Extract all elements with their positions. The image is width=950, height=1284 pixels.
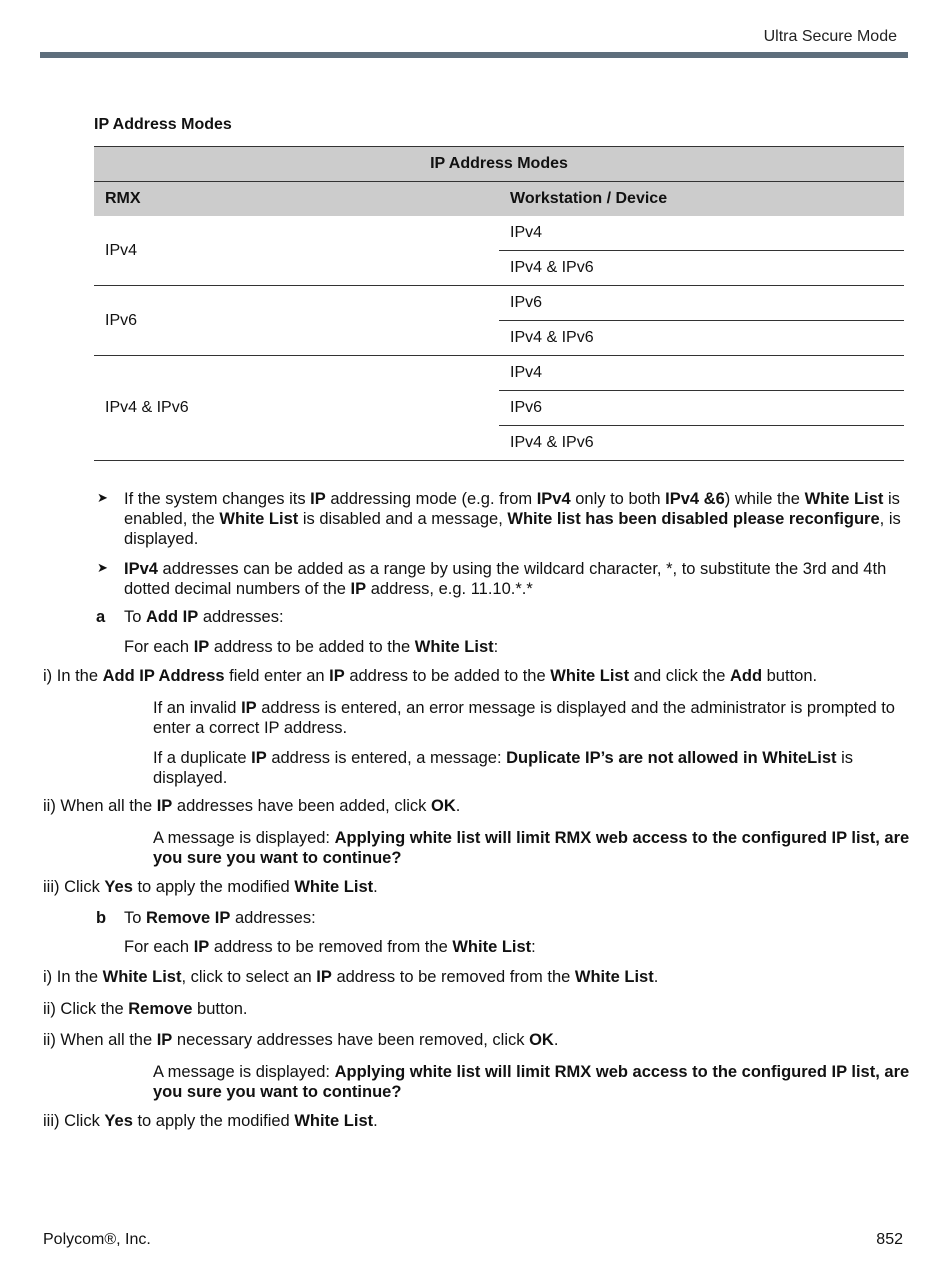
bold-text: OK [430, 797, 456, 815]
table-title: IP Address Modes [94, 147, 904, 182]
bold-text: IP [193, 638, 210, 656]
bold-text: Add [729, 667, 763, 685]
text-run: . [373, 878, 378, 896]
rmx-cell: IPv4 & IPv6 [94, 356, 499, 461]
text-run: A message is displayed: [153, 1063, 335, 1081]
table-row [94, 356, 904, 391]
footer-company: Polycom®, Inc. [43, 1231, 151, 1248]
text-run: and click the [629, 667, 730, 685]
text-run: ) while the [724, 490, 805, 508]
device-cell: IPv6 [499, 391, 904, 426]
bold-text: IP [156, 1031, 173, 1049]
sub-step [43, 1000, 248, 1019]
step-note [153, 828, 913, 868]
bold-text: Remove [128, 1000, 193, 1018]
text-run: . [553, 1031, 559, 1049]
step-note [153, 1062, 913, 1102]
text-run: to apply the modified [132, 878, 295, 896]
text-run: If an invalid [153, 699, 242, 717]
arrow-bullet-icon: ➤ [97, 490, 108, 505]
header-divider [40, 52, 908, 58]
note-bullet [124, 489, 909, 549]
bold-text: Applying white list will limit RMX web access to the configured IP list, are you sure you want to continue? [153, 829, 910, 867]
text-run: For each [124, 938, 194, 956]
bold-text: Remove IP [146, 909, 231, 927]
device-cell: IPv6 [499, 286, 904, 321]
bold-text: White List [102, 968, 182, 986]
bold-text: White List [550, 667, 630, 685]
text-run: , click to select an [181, 968, 317, 986]
bold-text: IP [329, 667, 345, 685]
running-header: Ultra Secure Mode [763, 28, 897, 45]
text-run: address to be removed from the [209, 938, 453, 956]
table-caption: IP Address Modes [94, 116, 232, 133]
text-run: iii) Click [43, 878, 105, 896]
bold-text: White List [574, 968, 654, 986]
text-run: address is entered, an error message is displayed and the administrator is prompted to enter a correct IP address. [153, 699, 895, 737]
rmx-cell: IPv6 [94, 286, 499, 356]
bold-text: White list has been disabled please reconfigure [507, 510, 880, 528]
step-heading [124, 608, 284, 627]
bold-text: Yes [104, 1112, 133, 1130]
bold-text: IP [156, 797, 173, 815]
device-cell: IPv4 & IPv6 [499, 251, 904, 286]
text-run: address, e.g. 11.10.*.* [366, 580, 533, 598]
device-cell: IPv4 & IPv6 [499, 426, 904, 461]
text-run: address to be added to the [344, 667, 551, 685]
text-run: . [653, 968, 659, 986]
text-run: addresses can be added as a range by using the wildcard character, *, to substitute the 3rd and 4th dotted decimal numbers of the [124, 560, 887, 598]
column-header-device: Workstation / Device [499, 182, 904, 217]
text-run: : [493, 638, 499, 656]
bold-text: IP [193, 938, 210, 956]
bold-text: White List [452, 938, 532, 956]
text-run: address to be removed from the [331, 968, 575, 986]
text-run: To [124, 608, 147, 626]
sub-step [43, 968, 658, 987]
device-cell: IPv4 [499, 356, 904, 391]
sub-step [43, 1112, 378, 1131]
bold-text: Add IP Address [102, 667, 225, 685]
step-letter: b [96, 909, 107, 927]
step-note [153, 748, 913, 788]
bold-text: IP [241, 699, 257, 717]
sub-step [43, 878, 378, 897]
bold-text: IP [316, 968, 332, 986]
text-run: address to be added to the [209, 638, 415, 656]
text-run: addresses have been added, click [172, 797, 431, 815]
device-cell: IPv4 & IPv6 [499, 321, 904, 356]
bold-text: IP [350, 580, 367, 598]
bold-text: White List [414, 638, 494, 656]
text-run: ii) When all the [43, 1031, 157, 1049]
text-run: is disabled and a message, [298, 510, 508, 528]
note-bullet [124, 559, 909, 599]
sub-step [43, 667, 817, 686]
bold-text: IPv4 [124, 560, 158, 578]
text-run: ii) Click the [43, 1000, 129, 1018]
sub-step [43, 797, 460, 816]
column-header-rmx: RMX [94, 182, 499, 217]
text-run: ii) When all the [43, 797, 157, 815]
bold-text: Yes [104, 878, 133, 896]
table-row [94, 286, 904, 321]
text-run: field enter an [224, 667, 330, 685]
step-intro [124, 938, 536, 957]
step-note [153, 698, 913, 738]
text-run: addresses: [230, 909, 316, 927]
text-run: iii) Click [43, 1112, 105, 1130]
text-run: , is displayed. [124, 510, 901, 548]
text-run: button. [762, 667, 818, 685]
sub-step [43, 1031, 558, 1050]
text-run: : [531, 938, 536, 956]
bold-text: Add IP [146, 608, 199, 626]
page-number: 852 [876, 1231, 903, 1248]
text-run: addresses: [198, 608, 284, 626]
text-run: only to both [570, 490, 666, 508]
bold-text: Applying white list will limit RMX web access to the configured IP list, are you sure you want to continue? [153, 1063, 910, 1101]
text-run: button. [192, 1000, 248, 1018]
step-heading [124, 909, 316, 928]
text-run: necessary addresses have been removed, click [172, 1031, 530, 1049]
text-run: For each [124, 638, 194, 656]
bold-text: White List [294, 1112, 374, 1130]
bold-text: White List [219, 510, 299, 528]
text-run: is displayed. [153, 749, 853, 787]
text-run: address is entered, a message: [266, 749, 507, 767]
rmx-cell: IPv4 [94, 216, 499, 286]
bold-text: White List [294, 878, 374, 896]
text-run: . [373, 1112, 378, 1130]
text-run: To [124, 909, 147, 927]
bold-text: White List [804, 490, 884, 508]
table-row [94, 216, 904, 251]
text-run: i) In the [43, 667, 103, 685]
step-letter: a [96, 608, 106, 626]
text-run: i) In the [43, 968, 103, 986]
text-run: addressing mode (e.g. from [325, 490, 537, 508]
bold-text: IPv4 &6 [665, 490, 725, 508]
bold-text: OK [529, 1031, 554, 1049]
bold-text: IPv4 [536, 490, 571, 508]
bold-text: IP [310, 490, 326, 508]
text-run: is enabled, the [124, 490, 900, 528]
bold-text: IP [251, 749, 267, 767]
text-run: If the system changes its [124, 490, 311, 508]
arrow-bullet-icon: ➤ [97, 560, 108, 575]
text-run: A message is displayed: [153, 829, 335, 847]
text-run: . [455, 797, 461, 815]
text-run: to apply the modified [132, 1112, 295, 1130]
device-cell: IPv4 [499, 216, 904, 251]
step-intro [124, 638, 498, 657]
ip-address-modes-table [94, 146, 904, 461]
text-run: If a duplicate [153, 749, 252, 767]
bold-text: Duplicate IP’s are not allowed in WhiteList [506, 749, 837, 767]
